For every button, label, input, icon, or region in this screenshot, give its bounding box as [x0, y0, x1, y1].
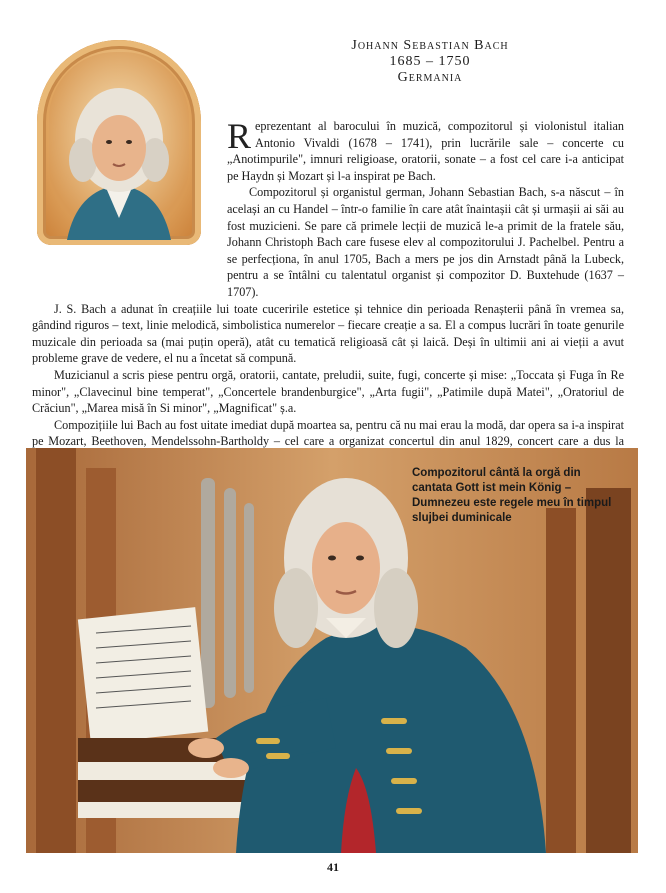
paragraph-1 — [227, 118, 624, 184]
drop-cap: R — [227, 116, 252, 156]
paragraph-4: Muzicianul a scris piese pentru orgă, oratorii, cantate, preludii, suite, fugi, concerte și mise: „Toccata și Fuga în Re minor", „Clavecinul bine temperat", „Concertele brandenburgice", „Arta fugii", „Patimile după Matei", „Oratoriul de Crăciun", „Marea misă în Si minor", „Magnificat" ș.a. — [32, 367, 624, 416]
paragraph-1-text: eprezentant al barocului în muzică, compozitorul și violonistul italian Antonio Vivaldi (1678 – 1741), prin lucrările sale – concerte cu „Anotimpurile", imnuri religioase, oratorii, sonate – a fost cel care i-a anticipat pe Haydn și Mozart și l-a inspirat pe Bach. — [227, 119, 624, 183]
page-number: 41 — [327, 860, 339, 874]
paragraph-5: Compozițiile lui Bach au fost uitate imediat după moartea sa, pentru că nu mai erau la modă, dar opera sa i-a inspirat pe Mozart, Beethoven, Mendelssohn-Bartholdy – cel care a organizat concertul din anul 1829, concert care a dus la — [32, 417, 624, 449]
composer-country: Germania — [397, 70, 463, 85]
paragraph-2: Compozitorul și organistul german, Johann Sebastian Bach, s-a născut – în același an cu Handel – într-o familie în care atât înaintașii cât și urmașii ai săi au fost muzicieni. Se pare că primele lecții de muzică le-a primit de la fratele său, Johann Christoph Bach care fusese elev al compozitorului J. Pachelbel. Pentru a se perfecționa, în anul 1705, Bach a mers pe jos din Arnstadt până la Lubeck, pentru a se întâlni cu talentatul organist și compozitor D. Buxtehude (1637 – 1707). — [227, 185, 624, 299]
paragraph-3: J. S. Bach a adunat în creațiile lui toate cuceririle estetice și tehnice din perioada Renașterii până în vremea sa, gândind riguros – text, linie melodică, simbolistica numerelor – fiecare creație a sa. El a compus lucrări în toate genurile muzicale din perioada sa (mai puțin operă), atât cu tematică religioasă cât și laică. Deși în ultimii ani ai vieții a avut probleme grave de vedere, el nu a încetat să compună. — [32, 301, 624, 366]
composer-name: Johann Sebastian Bach — [351, 38, 509, 53]
article-body — [32, 118, 624, 466]
composer-years: 1685 – 1750 — [389, 54, 471, 69]
page-header — [230, 38, 630, 86]
painting-caption: Compozitorul cântă la orgă din cantata Gott ist mein König – Dumnezeu este regele meu în timpul slujbei duminicale — [412, 467, 612, 524]
